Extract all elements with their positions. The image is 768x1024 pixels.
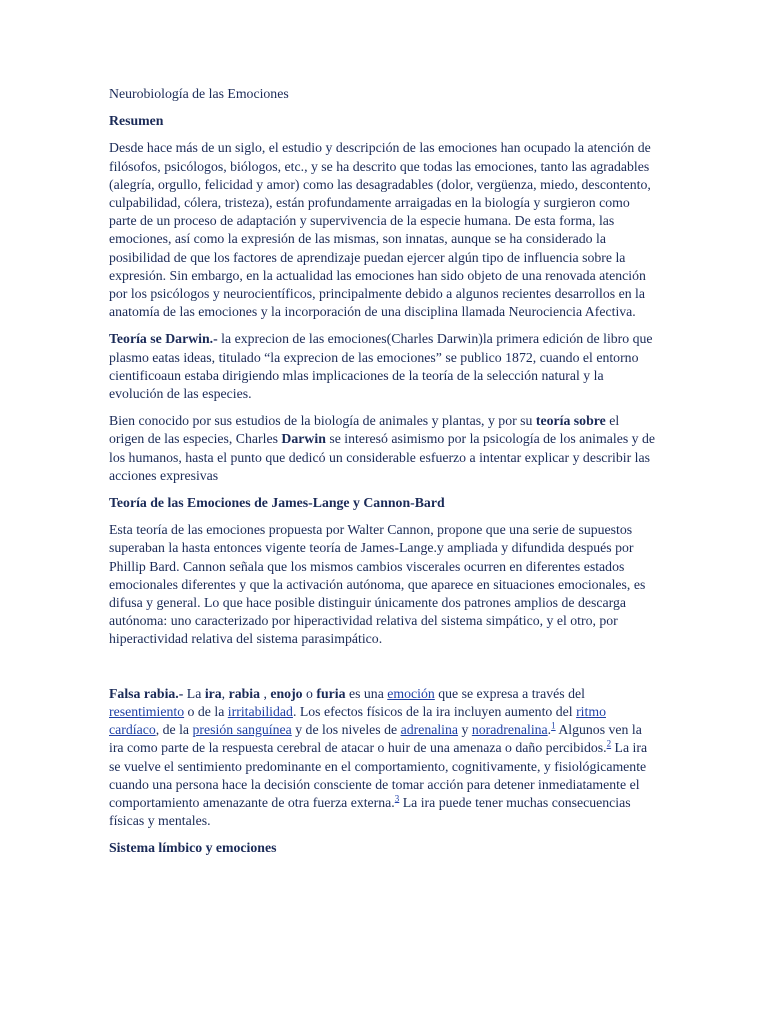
text-run: ,	[260, 685, 271, 701]
link-adrenalina[interactable]: adrenalina	[400, 722, 459, 738]
footnote-link[interactable]: 1	[551, 720, 556, 731]
text-run: La ira se vuelve el sentimiento predominante en el comportamiento, cognitivamente, y fisiológicamente cuando una persona hace la decisión consciente de tomar acción para detener inmediatamente el comportamiento amenazante de otra fuerza externa.	[109, 740, 648, 810]
text-run: y de los niveles de	[291, 722, 401, 738]
james-lange-paragraph: Esta teoría de las emociones propuesta por Walter Cannon, propone que una serie de supuestos superaban la hasta entonces vigente teoría de James-Lange.y ampliada y difundida después por Phillip Bard. Cannon señala que los mismos cambios viscerales ocurren en diferentes estados emocionales diferentes y que la activación autónoma, que aparece en situaciones emocionales, es difusa y general. Lo que hace posible distinguir únicamente dos patrones amplios de descarga autónoma: uno caracterizado por hiperactividad relativa del sistema simpático, y el otro, por hiperactividad relativa del sistema parasimpático.	[109, 522, 646, 647]
bold-run: ira	[204, 685, 222, 701]
bold-run: rabia	[228, 685, 261, 701]
text-run: o de la	[184, 703, 228, 719]
james-lange-heading: Teoría de las Emociones de James-Lange y Cannon-Bard	[109, 495, 445, 511]
link-presion-sanguinea[interactable]: presión sanguínea	[192, 722, 292, 738]
text-run: y	[458, 722, 472, 738]
text-run: el origen de las especies, Charles	[109, 413, 620, 447]
document-title: Neurobiología de las Emociones	[109, 86, 289, 101]
link-irritabilidad[interactable]: irritabilidad	[227, 703, 293, 719]
text-run: .	[547, 722, 552, 738]
bold-run: Darwin	[281, 431, 326, 447]
bold-run: teoría sobre	[535, 413, 606, 429]
link-resentimiento[interactable]: resentimiento	[109, 703, 185, 719]
link-emocion[interactable]: emoción	[387, 685, 435, 701]
text-run: Algunos ven la ira como parte de la respuesta cerebral de atacar o huir de una amenaza o daño percibidos.	[109, 722, 642, 756]
document-body	[109, 85, 657, 867]
darwin-bio-paragraph	[109, 412, 657, 485]
link-ritmo-cardiaco[interactable]: ritmo cardíaco	[109, 703, 606, 738]
resumen-heading: Resumen	[109, 113, 164, 129]
text-run: se interesó asimismo por la psicología de los animales y de los humanos, hasta el punto que dedicó un considerable esfuerzo a intentar explicar y describir las acciones expresivas	[109, 431, 656, 483]
footnote-link[interactable]: 3	[394, 793, 400, 804]
blank-line	[109, 658, 657, 685]
falsa-rabia-label: Falsa rabia.-	[109, 685, 184, 701]
bold-run: furia	[316, 685, 346, 701]
falsa-rabia-paragraph	[109, 685, 657, 831]
darwin-paragraph	[109, 330, 657, 403]
text-run: . Los efectos físicos de la ira incluyen aumento del	[292, 703, 577, 719]
darwin-label: Teoría se Darwin.-	[109, 331, 218, 347]
link-noradrenalina[interactable]: noradrenalina	[471, 722, 548, 738]
text-run: ,	[221, 685, 229, 701]
text-run: Bien conocido por sus estudios de la biología de animales y plantas, y por su	[109, 413, 536, 429]
text-run: , de la	[155, 722, 193, 738]
text-run: que se expresa a través del	[434, 685, 585, 701]
darwin-text: la exprecion de las emociones(Charles Darwin)la primera edición de libro que plasmo eatas ideas, titulado “la exprecion de las emociones” se publico 1872, cuando el entorno cientificoaun estaba dirigiendo mlas implicaciones de la teoría de la selección natural y la evolución de las especies.	[109, 331, 653, 402]
bold-run: enojo	[270, 685, 303, 701]
resumen-paragraph: Desde hace más de un siglo, el estudio y descripción de las emociones han ocupado la atención de filósofos, psicólogos, biólogos, etc., y se ha descrito que todas las emociones, tanto las agradables (alegría, orgullo, felicidad y amor) como las desagradables (dolor, vergüenza, miedo, descontento, culpabilidad, cólera, tristeza), están profundamente arraigadas en la biología y surgieron como parte de un proceso de adaptación y supervivencia de la especie humana. De esta forma, las emociones, así como la expresión de las mismas, son innatas, aunque se ha considerado la posibilidad de que los factores de aprendizaje puedan ejercer algún tipo de influencia sobre la expresión. Sin embargo, en la actualidad las emociones han sido objeto de una renovada atención por los psicólogos y neurocientíficos, principalmente debido a algunos recientes desarrollos en la anatomía de las emociones y la incorporación de una disciplina llamada Neurociencia Afectiva.	[109, 140, 651, 320]
footnote-link[interactable]: 2	[606, 738, 612, 749]
sistema-limbico-heading: Sistema límbico y emociones	[109, 840, 277, 856]
text-run: es una	[345, 685, 388, 701]
text-run: La ira puede tener muchas consecuencias físicas y mentales.	[109, 794, 631, 829]
text-run: La	[183, 685, 205, 701]
text-run: o	[302, 685, 317, 701]
